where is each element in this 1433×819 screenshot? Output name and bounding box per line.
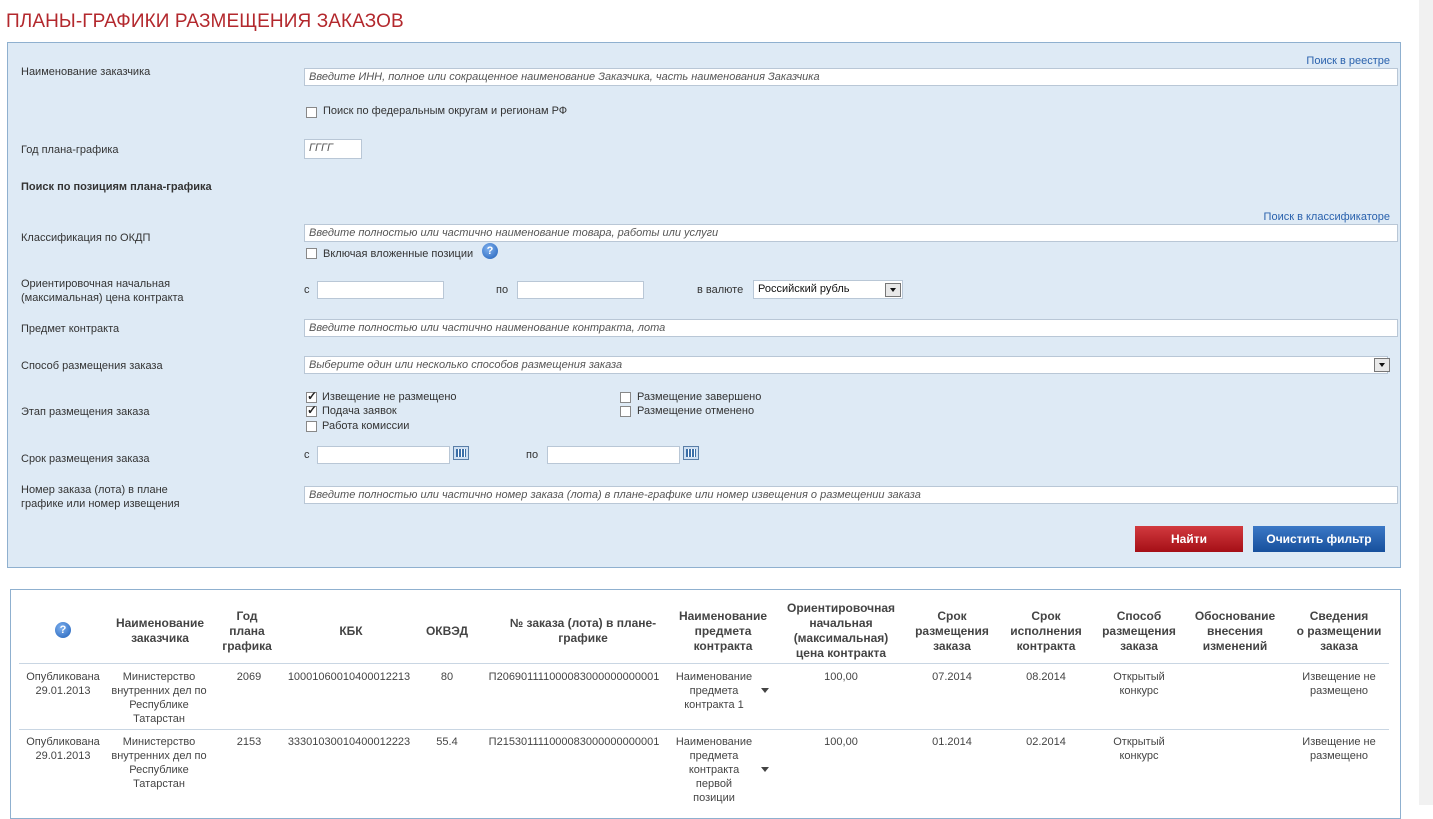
stage-label-not-published: Извещение не размещено (322, 391, 457, 403)
stage-checkbox-applications[interactable] (306, 406, 317, 417)
cell-kbk: 33301030010400012223 (287, 736, 411, 748)
cell-year: 2069 (236, 671, 262, 683)
header-price: Ориентировочная начальная (максимальная) цена контракта (786, 601, 896, 660)
calendar-icon[interactable] (453, 446, 469, 460)
cell-info: Извещение не размещено (1302, 736, 1376, 762)
expand-arrow-icon[interactable] (761, 767, 769, 772)
help-icon[interactable]: ? (482, 243, 498, 259)
header-method: Способ размещения заказа (1102, 609, 1176, 653)
currency-value: Российский рубль (758, 283, 850, 295)
registry-search-link[interactable]: Поиск в реестре (1306, 55, 1390, 67)
cell-price: 100,00 (824, 671, 858, 683)
cell-term-execution: 08.2014 (1026, 671, 1066, 683)
cell-info: Извещение не размещено (1302, 671, 1376, 697)
stage-checkbox-commission[interactable] (306, 421, 317, 432)
subject-label: Предмет контракта (21, 323, 120, 335)
cell-price: 100,00 (824, 736, 858, 748)
year-label: Год плана-графика (21, 144, 119, 156)
year-input[interactable]: ГГГГ (304, 139, 362, 159)
okdp-label: Классификация по ОКДП (21, 232, 151, 244)
number-label-line2: графике или номер извещения (21, 498, 180, 510)
header-okved: ОКВЭД (425, 624, 469, 638)
help-icon[interactable]: ? (55, 622, 71, 638)
okdp-input[interactable]: Введите полностью или частично наименование товара, работы или услуги (304, 224, 1398, 242)
header-term-execution: Срок исполнения контракта (1010, 609, 1082, 653)
stage-label-applications: Подача заявок (322, 405, 397, 417)
stage-checkbox-cancelled[interactable] (620, 406, 631, 417)
cell-status: Опубликована 29.01.2013 (26, 671, 100, 697)
header-year: Год плана графика (222, 609, 272, 653)
price-from-label: с (304, 284, 310, 296)
cell-order-number: П206901111000083000000000001 (488, 671, 660, 683)
header-kbk: КБК (339, 624, 363, 638)
classifier-search-link[interactable]: Поиск в классификаторе (1263, 211, 1390, 223)
cell-customer: Министерство внутренних дел по Республике Татарстан (111, 671, 207, 725)
filter-panel (7, 42, 1401, 568)
cell-year: 2153 (236, 736, 262, 748)
price-from-input[interactable] (317, 281, 444, 299)
header-subject: Наименование предмета контракта (678, 609, 768, 653)
price-to-input[interactable] (517, 281, 644, 299)
positions-section-header: Поиск по позициям плана-графика (21, 181, 212, 193)
stage-label-completed: Размещение завершено (637, 391, 762, 403)
results-table (10, 589, 1401, 819)
cell-method: Открытый конкурс (1113, 736, 1165, 762)
price-label-line2: (максимальная) цена контракта (21, 292, 184, 304)
cell-customer: Министерство внутренних дел по Республике Татарстан (111, 736, 207, 790)
nested-positions-checkbox[interactable] (306, 248, 317, 259)
header-reason: Обоснование внесения изменений (1194, 609, 1276, 653)
header-customer: Наименование заказчика (115, 616, 205, 645)
number-label-line1: Номер заказа (лота) в плане (21, 484, 168, 496)
find-button[interactable]: Найти (1135, 526, 1243, 552)
cell-term-placement: 07.2014 (932, 671, 972, 683)
stage-label-cancelled: Размещение отменено (637, 405, 755, 417)
subject-input[interactable]: Введите полностью или частично наименование контракта, лота (304, 319, 1398, 337)
region-checkbox[interactable] (306, 107, 317, 118)
stage-label-commission: Работа комиссии (322, 420, 410, 432)
calendar-icon[interactable] (683, 446, 699, 460)
currency-select[interactable] (753, 280, 903, 299)
method-label: Способ размещения заказа (21, 360, 163, 372)
header-order-number: № заказа (лота) в плане- графике (509, 616, 657, 645)
customer-label: Наименование заказчика (21, 66, 151, 78)
stage-checkbox-completed[interactable] (620, 392, 631, 403)
price-to-label: по (496, 284, 509, 296)
term-label: Срок размещения заказа (21, 453, 150, 465)
stage-checkbox-not-published[interactable] (306, 392, 317, 403)
expand-arrow-icon[interactable] (761, 688, 769, 693)
cell-method: Открытый конкурс (1113, 671, 1165, 697)
cell-term-placement: 01.2014 (932, 736, 972, 748)
method-select[interactable]: Выберите один или несколько способов размещения заказа (304, 356, 1388, 374)
clear-filter-button[interactable]: Очистить фильтр (1253, 526, 1385, 552)
header-term-placement: Срок размещения заказа (915, 609, 989, 653)
term-to-label: по (526, 449, 539, 461)
cell-term-execution: 02.2014 (1026, 736, 1066, 748)
header-info: Сведения о размещении заказа (1296, 609, 1382, 653)
stage-label: Этап размещения заказа (21, 406, 150, 418)
number-input[interactable]: Введите полностью или частично номер заказа (лота) в плане-графике или номер извещения о размещении заказа (304, 486, 1398, 504)
currency-dropdown-icon[interactable] (885, 283, 901, 297)
row-divider (19, 729, 1389, 730)
term-to-input[interactable] (547, 446, 680, 464)
region-checkbox-label: Поиск по федеральным округам и регионам РФ (323, 105, 568, 117)
header-divider (19, 663, 1389, 664)
nested-positions-label: Включая вложенные позиции (323, 248, 474, 260)
method-dropdown-icon[interactable] (1374, 358, 1390, 372)
cell-subject: Наименование предмета контракта первой позиции (675, 736, 753, 804)
cell-status: Опубликована 29.01.2013 (26, 736, 100, 762)
page-title: ПЛАНЫ-ГРАФИКИ РАЗМЕЩЕНИЯ ЗАКАЗОВ (6, 11, 404, 32)
cell-kbk: 10001060010400012213 (287, 671, 411, 683)
customer-input[interactable]: Введите ИНН, полное или сокращенное наименование Заказчика, часть наименования Заказчика (304, 68, 1398, 86)
cell-okved: 80 (440, 671, 454, 683)
cell-order-number: П215301111000083000000000001 (488, 736, 660, 748)
vertical-scrollbar[interactable] (1419, 0, 1433, 805)
cell-okved: 55.4 (436, 736, 458, 748)
term-from-input[interactable] (317, 446, 450, 464)
price-label-line1: Ориентировочная начальная (21, 278, 171, 290)
currency-label: в валюте (697, 284, 744, 296)
cell-subject: Наименование предмета контракта 1 (675, 671, 753, 711)
term-from-label: с (304, 449, 310, 461)
